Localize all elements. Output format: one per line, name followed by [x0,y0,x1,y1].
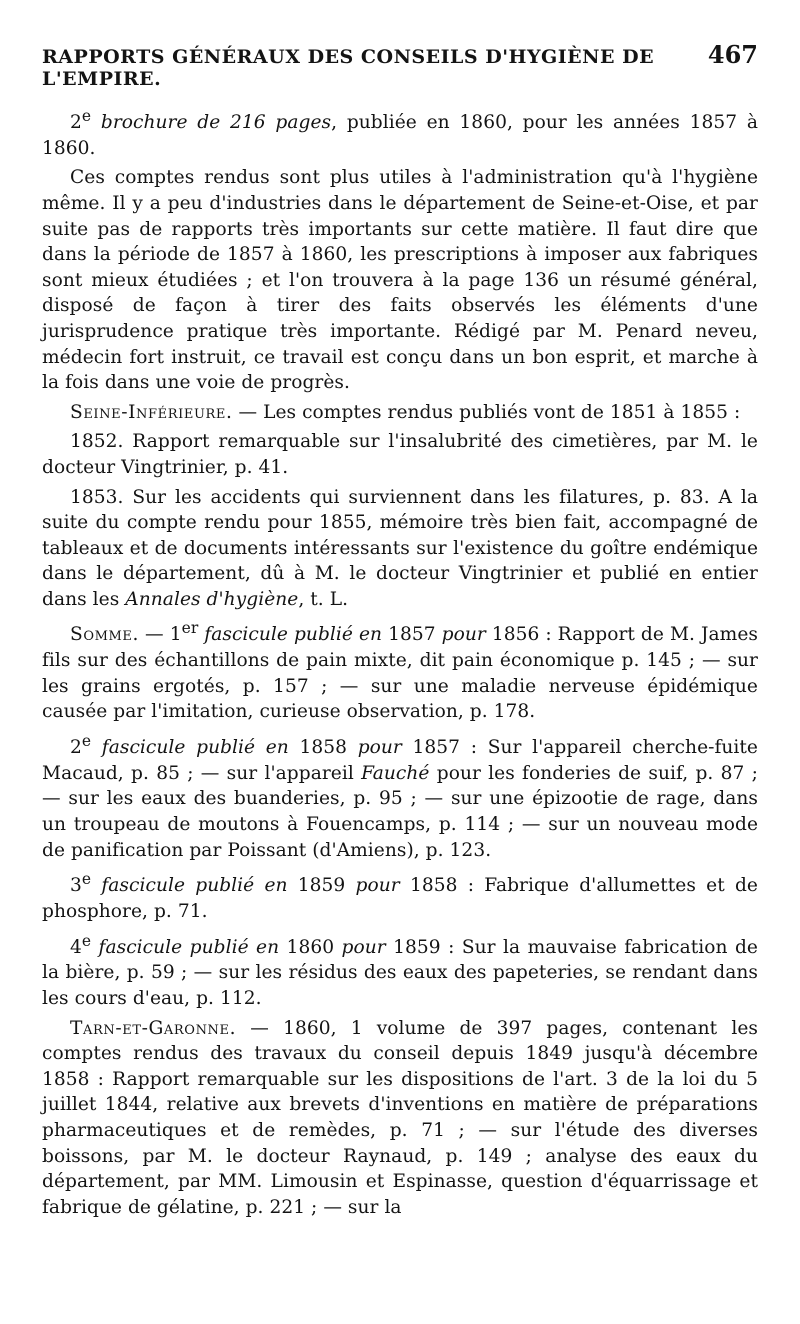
ordinal-number: 2 [70,112,82,134]
brochure-details: , publiée en 1860, pour les années 1857 à 1860. [42,112,758,159]
paragraph-text: — 1 [139,624,182,646]
ordinal-suffix: e [81,931,92,950]
paragraph-fascicule-4 [42,929,758,1012]
ordinal-number: 4 [70,936,82,958]
paragraph-text: — Les comptes rendus publiés vont de 1851 à 1855 : [232,401,741,423]
ordinal-suffix: e [81,870,92,889]
ordinal-suffix: e [81,107,92,125]
page-number: 467 [707,40,758,69]
for-label: pour [441,624,486,646]
journal-title: Annales d'hygiène [125,588,299,610]
department-name: Tarn-et-Garonne. [70,1017,237,1039]
department-name: Somme. [70,624,140,646]
paragraph-fascicule-3 [42,867,758,924]
paragraph-text: pour les fonderies de suif, p. 87 ; — sur les eaux des buanderies, p. 95 ; — sur une épizootie de rage, dans un troupeau de moutons à Fouencamps, p. 114 ; — sur un nouveau mode de panification par Poissant (d'Amiens), p. 123. [42,762,758,861]
paragraph-text: 1853. Sur les accidents qui surviennent dans les filatures, p. 83. A la suite du compte rendu pour 1855, mémoire très bien fait, accompagné de tableaux et de documents intéressants sur l'existence du goître endémique dans le département, dû à M. le docteur Vingtrinier et publié en entier dans les [42,486,758,610]
for-label: pour [357,737,402,759]
fascicule-label: fascicule publié en [91,875,288,897]
ordinal-number: 3 [70,875,82,897]
paragraph-text: 1856 : Rapport de M. James fils sur des échantillons de pain mixte, dit pain économique p. 145 ; — sur les grains ergotés, p. 157 ; — sur une maladie nerveuse épidémique causée par l'imitation, curieuse observation, p. 178. [42,624,758,723]
paragraph-1853 [42,485,758,613]
year: 1858 [288,737,358,759]
fascicule-label: fascicule publié en [91,737,289,759]
paragraph-fascicule-2 [42,729,758,863]
ordinal-suffix: er [181,619,199,638]
paragraph-text: 1858 : Fabrique d'allumettes et de phosphore, p. 71. [42,875,758,922]
brochure-title: brochure de 216 pages [91,112,332,134]
paragraph-tarn-et-garonne [42,1016,758,1221]
year: 1857 [382,624,442,646]
running-header [42,40,758,90]
for-label: pour [355,875,400,897]
fascicule-label: fascicule publié en [198,624,383,646]
paragraph-text: 1859 : Sur la mauvaise fabrication de la bière, p. 59 ; — sur les résidus des eaux des papeteries, se rendant dans les cours d'eau, p. 112. [42,936,758,1009]
paragraph-text: 1857 : Sur l'appareil cherche-fuite Macaud, p. 85 ; — sur l'appareil [42,737,758,784]
paragraph-1852: 1852. Rapport remarquable sur l'insalubrité des cimetières, par M. le docteur Vingtrinier, p. 41. [42,431,758,478]
paragraph-brochure [42,104,758,161]
paragraph-text: , t. L. [298,588,349,610]
paragraph-somme [42,616,758,725]
for-label: pour [341,936,386,958]
ordinal-number: 2 [70,737,82,759]
ordinal-suffix: e [81,732,92,751]
paragraph-text: — 1860, 1 volume de 397 pages, contenant les comptes rendus des travaux du conseil depuis 1849 jusqu'à décembre 1858 : Rapport remarquable sur les dispositions de l'art. 3 de la loi du 5 juillet 1844, relative aux brevets d'inventions en matière de préparations pharmaceutiques et de remèdes, p. 71 ; — sur l'étude des diverses boissons, par M. le docteur Raynaud, p. 149 ; analyse des eaux du département, par MM. Limousin et Espinasse, question d'équarrissage et fabrique de gélatine, p. 221 ; — sur la [42,1017,758,1218]
apparatus-name: Fauché [361,762,430,784]
department-name: Seine-Inférieure. [70,401,233,423]
paragraph-seine-et-oise: Ces comptes rendus sont plus utiles à l'administration qu'à l'hygiène même. Il y a peu d'industries dans le département de Seine-et-Oise, et par suite pas de rapports très importants sur cette matière. Il faut dire que dans la période de 1857 à 1860, les prescriptions à imposer aux fabriques sont mieux étudiées ; et l'on trouvera à la page 136 un résumé général, disposé de façon à tirer des faits observés les éléments d'une jurisprudence pratique très importante. Rédigé par M. Penard neveu, médecin fort instruit, ce travail est conçu dans un bon esprit, et marche à la fois dans une voie de progrès. [42,167,758,394]
running-title: RAPPORTS GÉNÉRAUX DES CONSEILS D'HYGIÈNE DE L'EMPIRE. [42,46,655,90]
year: 1860 [279,936,342,958]
year: 1859 [287,875,356,897]
fascicule-label: fascicule publié en [91,936,280,958]
paragraph-seine-inferieure [42,400,758,426]
